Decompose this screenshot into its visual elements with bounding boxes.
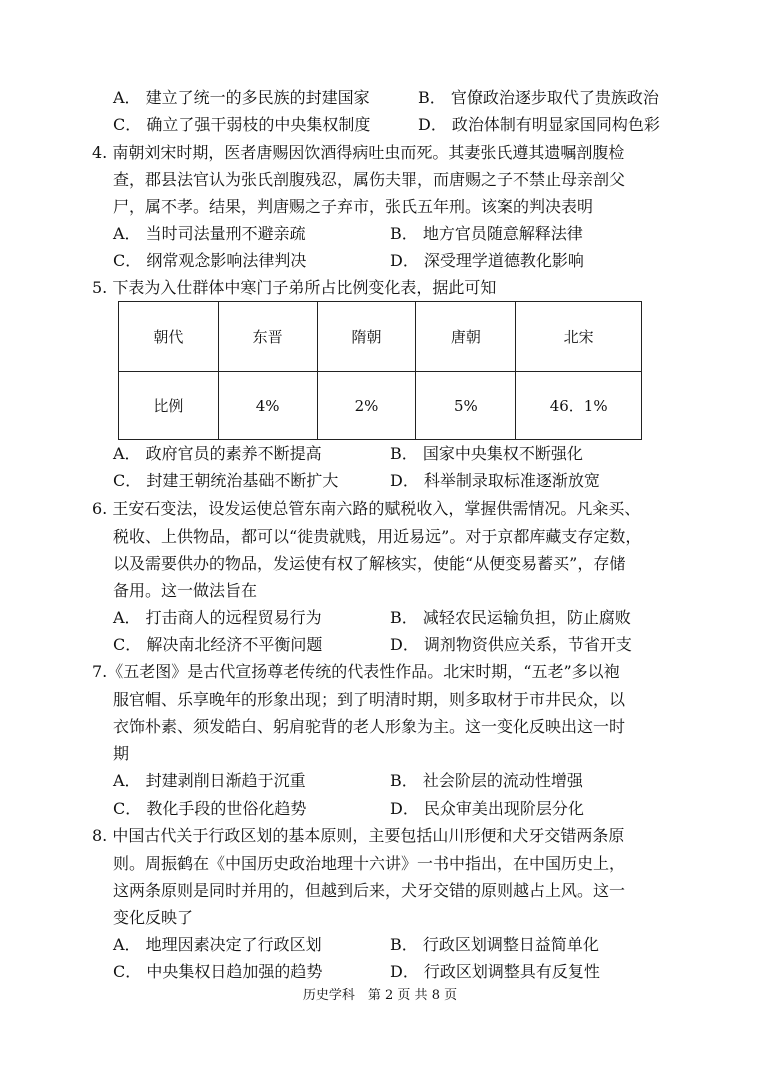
q6-stem-line-4: 备用。这一做法旨在 (113, 581, 258, 600)
q6-stem-line-2: 税收、上供物品，都可以“徙贵就贱，用近易远”。对于京都库藏支存定数， (113, 527, 642, 546)
q5-stem-line-1: 5. 下表为入仕群体中寒门子弟所占比例变化表，据此可知 (92, 278, 497, 297)
q7-stem-line-4: 期 (113, 744, 130, 763)
q7-stem-line-3: 衣饰朴素、须发皓白、躬肩驼背的老人形象为主。这一变化反映出这一时 (113, 717, 626, 736)
q4-stem-line-3: 尸，属不孝。结果，判唐赐之子弃市，张氏五年刑。该案的判决表明 (113, 197, 594, 216)
q6-stem-line-1: 6. 王安石变法，设发运使总管东南六路的赋税收入，掌握供需情况。凡籴买、 (92, 499, 641, 518)
q6-option-c: C． 解决南北经济不平衡问题 (113, 635, 323, 654)
q3-option-a: A． 建立了统一的多民族的封建国家 (113, 88, 370, 107)
q7-option-a: A． 封建剥削日渐趋于沉重 (113, 771, 306, 790)
q5-table-cell: 北宋 (516, 302, 642, 372)
q7-option-d: D． 民众审美出现阶层分化 (390, 799, 584, 818)
q4-option-d: D． 深受理学道德教化影响 (390, 251, 584, 270)
q5-option-b: B． 国家中央集权不断强化 (390, 444, 583, 463)
q5-table-cell: 隋朝 (317, 302, 416, 372)
q5-table-cell: 朝代 (119, 302, 219, 372)
q5-option-d: D． 科举制录取标准逐渐放宽 (390, 471, 600, 490)
q6-option-a: A． 打击商人的远程贸易行为 (113, 608, 322, 627)
q7-stem-line-2: 服官帽、乐享晚年的形象出现；到了明清时期，则多取材于市井民众，以 (113, 690, 626, 709)
q5-table-cell: 东晋 (218, 302, 317, 372)
q8-stem-line-3: 这两条原则是同时并用的，但越到后来，犬牙交错的原则越占上风。这一 (113, 881, 626, 900)
q4-stem-line-2: 查，郡县法官认为张氏剖腹残忍，属伤夫罪，而唐赐之子不禁止母亲剖父 (113, 170, 626, 189)
q5-option-c: C． 封建王朝统治基础不断扩大 (113, 471, 339, 490)
q8-option-d: D． 行政区划调整具有反复性 (390, 962, 600, 981)
q5-table-header-row (119, 302, 642, 372)
q6-stem-line-3: 以及需要供办的物品，发运使有权了解核实，使能“从便变易蓄买”，存储 (113, 554, 626, 573)
q5-table (118, 301, 642, 440)
q5-option-a: A． 政府官员的素养不断提高 (113, 444, 322, 463)
q8-option-c: C． 中央集权日趋加强的趋势 (113, 962, 323, 981)
q8-stem-line-1: 8. 中国古代关于行政区划的基本原则，主要包括山川形便和犬牙交错两条原 (92, 826, 625, 845)
q7-stem-line-1: 7.《五老图》是古代宣扬尊老传统的代表性作品。北宋时期，“五老”多以袍 (92, 662, 620, 681)
q8-option-b: B． 行政区划调整日益简单化 (390, 935, 599, 954)
q5-table-cell: 5% (416, 372, 516, 440)
q4-option-a: A． 当时司法量刑不避亲疏 (113, 224, 306, 243)
q5-table-cell: 46．1% (516, 372, 642, 440)
q3-option-c: C． 确立了强干弱枝的中央集权制度 (113, 115, 371, 134)
q5-table-cell: 比例 (119, 372, 219, 440)
q6-option-d: D． 调剂物资供应关系，节省开支 (390, 635, 632, 654)
q5-table-data-row (119, 372, 642, 440)
q4-option-c: C． 纲常观念影响法律判决 (113, 251, 307, 270)
q8-option-a: A． 地理因素决定了行政区划 (113, 935, 322, 954)
q6-option-b: B． 减轻农民运输负担，防止腐败 (390, 608, 631, 627)
q5-table-cell: 唐朝 (416, 302, 516, 372)
q4-option-b: B． 地方官员随意解释法律 (390, 224, 583, 243)
q7-option-c: C． 教化手段的世俗化趋势 (113, 799, 307, 818)
q3-option-b: B． 官僚政治逐步取代了贵族政治 (418, 88, 659, 107)
q3-option-d: D． 政治体制有明显家国同构色彩 (418, 115, 660, 134)
q5-table-cell: 2% (317, 372, 416, 440)
q4-stem-line-1: 4. 南朝刘宋时期，医者唐赐因饮酒得病吐虫而死。其妻张氏遵其遗嘱剖腹检 (92, 143, 625, 162)
q8-stem-line-2: 则。周振鹤在《中国历史政治地理十六讲》一书中指出，在中国历史上， (113, 854, 626, 873)
q8-stem-line-4: 变化反映了 (113, 908, 194, 927)
q7-option-b: B． 社会阶层的流动性增强 (390, 771, 583, 790)
page-footer: 历史学科 第 2 页 共 8 页 (302, 988, 458, 1003)
q5-table-cell: 4% (218, 372, 317, 440)
